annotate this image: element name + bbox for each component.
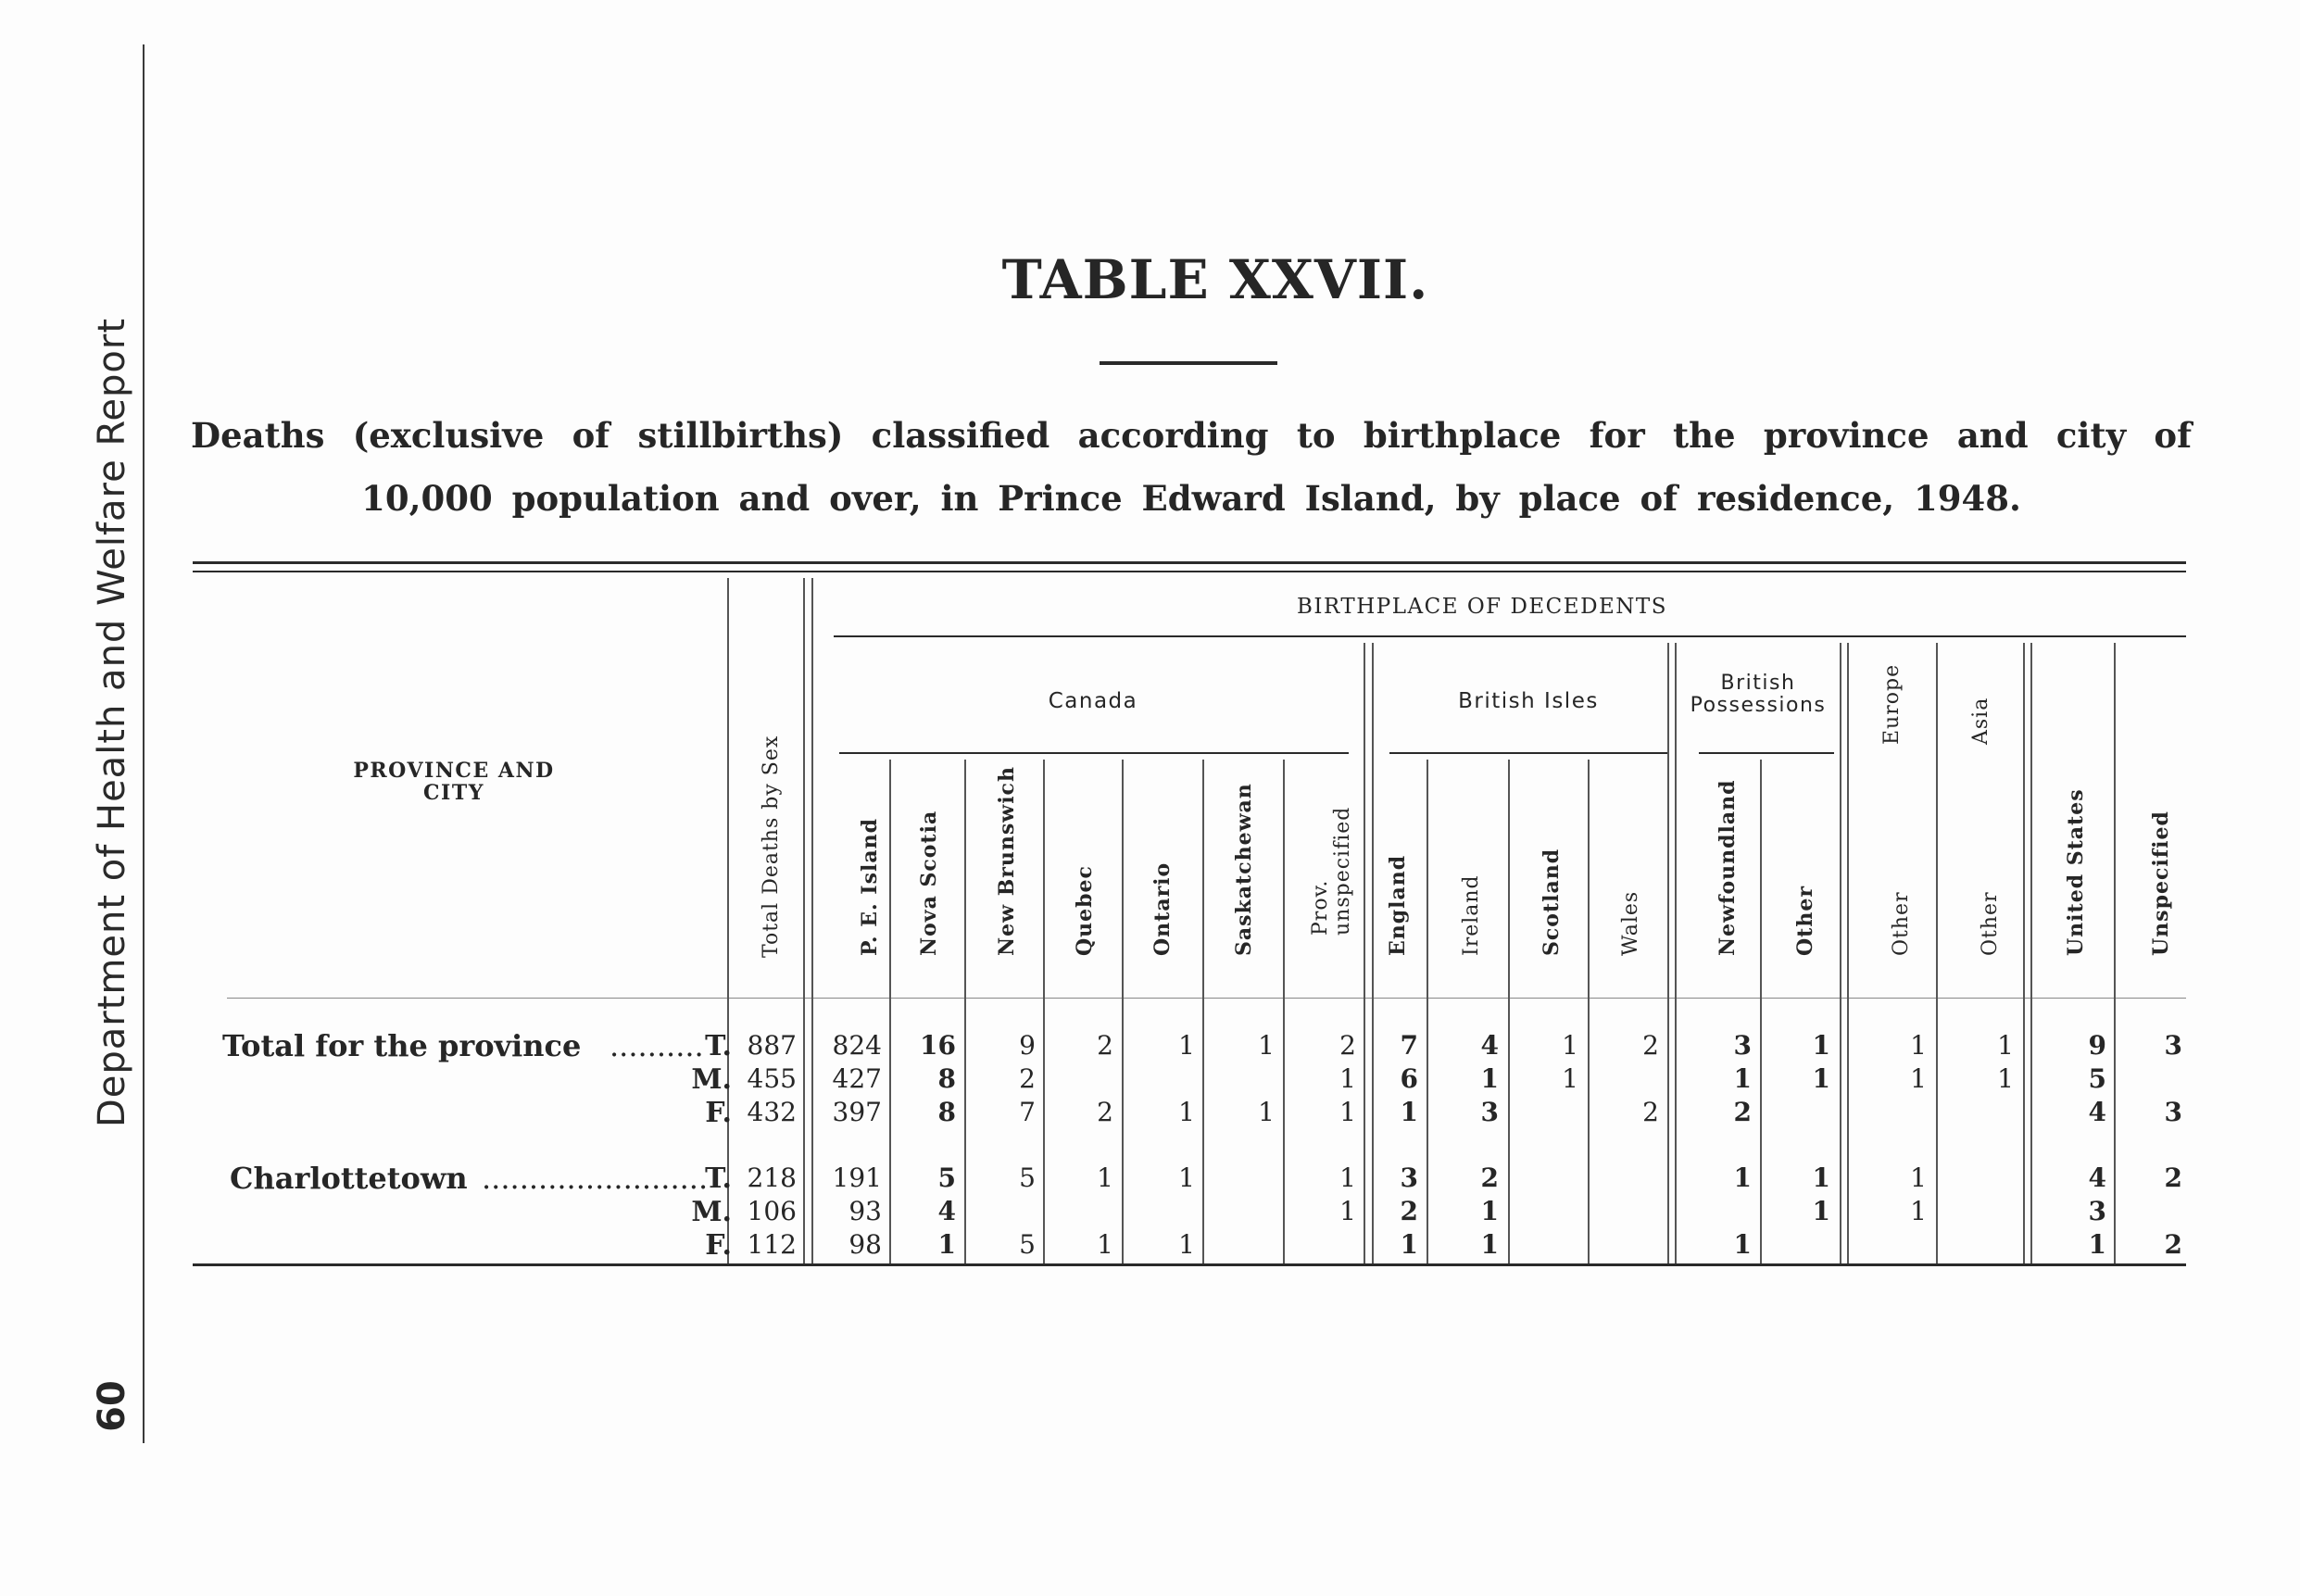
total-cell: 432	[747, 1097, 797, 1127]
table-cell: 1	[1562, 1063, 1578, 1094]
table-cell: 1	[1400, 1097, 1418, 1127]
sex-label: F.	[705, 1229, 732, 1262]
header-rule	[227, 998, 2186, 999]
table-cell: 1	[1480, 1229, 1499, 1260]
col-divider	[1760, 760, 1762, 1263]
table-cell: 1	[1258, 1030, 1275, 1061]
table-cell: 6	[1400, 1063, 1418, 1094]
table-cell: 5	[2088, 1063, 2106, 1094]
col-divider	[1508, 760, 1510, 1263]
table-cell: 3	[1480, 1097, 1499, 1127]
table-cell: 1	[1258, 1097, 1275, 1127]
table-cell: 3	[2164, 1030, 2182, 1061]
table-cell: 1	[1097, 1162, 1113, 1193]
col-divider	[1043, 760, 1045, 1263]
table-cell: 1	[1997, 1063, 2014, 1094]
col-divider	[1588, 760, 1590, 1263]
table-cell: 1	[937, 1229, 956, 1260]
table-cell: 397	[832, 1097, 882, 1127]
col-divider	[1675, 643, 1677, 1263]
table-cell: 5	[937, 1162, 956, 1193]
sex-label: T.	[705, 1162, 732, 1195]
sex-label: M.	[691, 1196, 732, 1228]
table-cell: 9	[2088, 1030, 2106, 1061]
col-divider	[889, 760, 891, 1263]
british-possessions-header: British Possessions	[1690, 672, 1827, 717]
col-divider	[1122, 760, 1124, 1263]
top-rule-2	[193, 571, 2186, 572]
total-cell: 218	[747, 1162, 797, 1193]
table-cell: 1	[2088, 1229, 2106, 1260]
table-cell: 1	[1480, 1063, 1499, 1094]
total-cell: 112	[747, 1229, 797, 1260]
table-cell: 9	[1019, 1030, 1036, 1061]
table-cell: 1	[1178, 1162, 1195, 1193]
table-cell: 1	[1178, 1097, 1195, 1127]
table-cell: 2	[1097, 1097, 1113, 1127]
table-cell: 1	[1339, 1196, 1356, 1226]
table-cell: 1	[1097, 1229, 1113, 1260]
col-divider	[727, 578, 729, 1263]
table-cell: 3	[1733, 1030, 1752, 1061]
british-isles-header: British Isles	[1458, 689, 1599, 713]
col-divider	[1840, 643, 1841, 1263]
table-cell: 2	[1733, 1097, 1752, 1127]
title-rule	[1100, 361, 1277, 365]
table-cell: 2	[1642, 1030, 1659, 1061]
table-cell: 2	[1642, 1097, 1659, 1127]
table-cell: 1	[1480, 1196, 1499, 1226]
british-isles-rule	[1389, 752, 1667, 754]
bottom-rule	[193, 1263, 2186, 1266]
sex-label: F.	[705, 1097, 732, 1129]
table-cell: 1	[1910, 1162, 1927, 1193]
table-cell: 4	[937, 1196, 956, 1226]
table-cell: 1	[1733, 1162, 1752, 1193]
total-cell: 887	[747, 1030, 797, 1061]
table-cell: 2	[1339, 1030, 1356, 1061]
table-cell: 2	[1019, 1063, 1036, 1094]
table-title: TABLE XXVII.	[1001, 248, 1429, 311]
total-cell: 106	[747, 1196, 797, 1226]
table-cell: 1	[1910, 1196, 1927, 1226]
table-cell: 1	[1733, 1063, 1752, 1094]
table-subtitle: Deaths (exclusive of stillbirths) classified according to birthplace for the province and city of 10,000 population and over, in Prince Edward Island, by place of residence, 1948.	[191, 415, 2192, 519]
table-cell: 2	[2164, 1229, 2182, 1260]
canada-header: Canada	[1048, 689, 1138, 713]
col-divider	[1202, 760, 1204, 1263]
table-cell: 2	[1480, 1162, 1499, 1193]
col-divider	[1936, 643, 1938, 1263]
table-cell: 1	[1812, 1030, 1830, 1061]
table-cell: 8	[937, 1063, 956, 1094]
table-cell: 7	[1019, 1097, 1036, 1127]
col-divider	[803, 578, 805, 1263]
table-cell: 1	[1812, 1162, 1830, 1193]
stub-header: PROVINCE AND CITY	[353, 759, 555, 805]
table-cell: 1	[1178, 1030, 1195, 1061]
table-cell: 1	[1339, 1097, 1356, 1127]
table-cell: 8	[937, 1097, 956, 1127]
table-cell: 1	[1339, 1063, 1356, 1094]
col-divider	[1283, 760, 1285, 1263]
row-label: Charlottetown	[230, 1161, 468, 1196]
table-cell: 3	[1400, 1162, 1418, 1193]
col-divider	[964, 760, 966, 1263]
table-cell: 1	[1910, 1063, 1927, 1094]
table-cell: 1	[1733, 1229, 1752, 1260]
table-cell: 4	[1480, 1030, 1499, 1061]
col-divider	[1427, 760, 1428, 1263]
table-cell: 2	[2164, 1162, 2182, 1193]
birthplace-header: BIRTHPLACE OF DECEDENTS	[1296, 595, 1668, 619]
table-cell: 1	[1562, 1030, 1578, 1061]
table-cell: 1	[1178, 1229, 1195, 1260]
table-cell: 7	[1400, 1030, 1418, 1061]
table-cell: 4	[2088, 1162, 2106, 1193]
table-cell: 1	[1339, 1162, 1356, 1193]
table-cell: 2	[1400, 1196, 1418, 1226]
table-cell: 16	[920, 1030, 956, 1061]
table-cell: 5	[1019, 1162, 1036, 1193]
col-divider	[1667, 643, 1669, 1263]
table-cell: 2	[1097, 1030, 1113, 1061]
total-cell: 455	[747, 1063, 797, 1094]
top-rule	[193, 561, 2186, 564]
birthplace-rule	[834, 635, 2186, 637]
col-divider	[2030, 643, 2032, 1263]
british-possessions-rule	[1699, 752, 1834, 754]
table-cell: 1	[1997, 1030, 2014, 1061]
table-cell: 1	[1400, 1229, 1418, 1260]
table-cell: 98	[848, 1229, 882, 1260]
table-cell: 427	[832, 1063, 882, 1094]
table-cell: 4	[2088, 1097, 2106, 1127]
col-divider	[811, 578, 813, 1263]
table-cell: 1	[1910, 1030, 1927, 1061]
col-divider	[2023, 643, 2025, 1263]
table-cell: 3	[2164, 1097, 2182, 1127]
canada-rule	[839, 752, 1349, 754]
row-label: Total for the province	[222, 1028, 582, 1063]
margin-rule	[143, 44, 145, 1443]
col-divider	[2114, 643, 2116, 1263]
table-cell: 1	[1812, 1196, 1830, 1226]
table-cell: 824	[832, 1030, 882, 1061]
table-cell: 5	[1019, 1229, 1036, 1260]
leader-dots: ..........	[610, 1028, 704, 1063]
leader-dots: ........................	[482, 1161, 709, 1196]
table-cell: 1	[1812, 1063, 1830, 1094]
sex-label: T.	[705, 1030, 732, 1062]
table-cell: 3	[2088, 1196, 2106, 1226]
col-divider	[1847, 643, 1849, 1263]
table-cell: 93	[848, 1196, 882, 1226]
sex-label: M.	[691, 1063, 732, 1096]
table-cell: 191	[832, 1162, 882, 1193]
